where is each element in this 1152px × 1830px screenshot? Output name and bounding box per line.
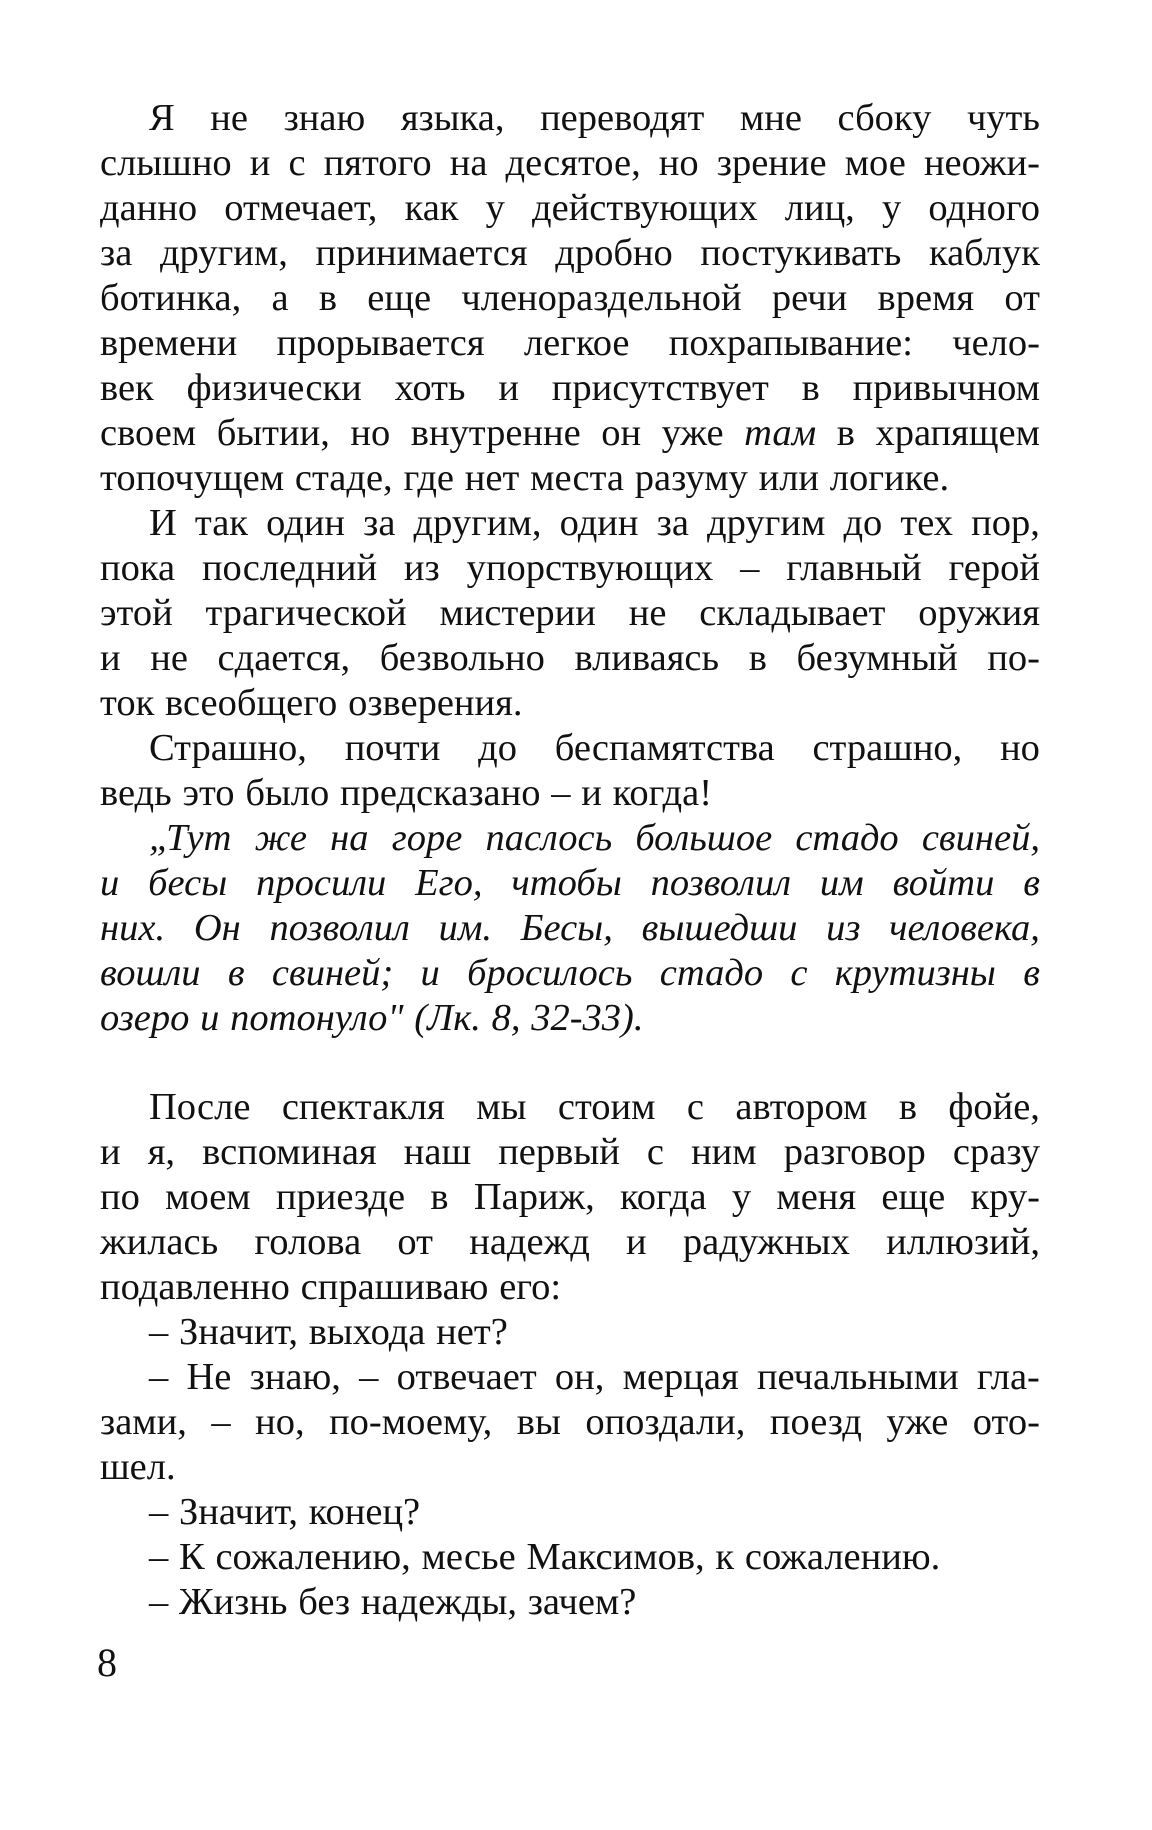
word: озеро	[100, 997, 190, 1039]
word: –	[149, 1491, 169, 1533]
word: сожалению,	[215, 1536, 411, 1578]
word: спрашиваю	[300, 1266, 489, 1308]
word: языка,	[400, 97, 505, 139]
word: от	[1004, 277, 1040, 319]
word: „Тут	[149, 817, 232, 859]
word: еще	[881, 1176, 946, 1218]
text-line	[100, 1220, 1040, 1265]
text-line	[100, 726, 1040, 771]
word: прорывается	[276, 322, 485, 364]
word: трагической	[205, 592, 407, 634]
word: когда	[620, 1176, 707, 1218]
word: вы	[516, 1401, 561, 1443]
word: наш	[403, 1131, 472, 1173]
text-line	[100, 1085, 1040, 1130]
word: от	[397, 1221, 433, 1263]
text-line	[100, 546, 1040, 591]
word: нет	[464, 457, 520, 499]
word: Страшно,	[149, 727, 307, 769]
word: пятого	[323, 142, 432, 184]
word: с	[790, 952, 808, 994]
word: или	[758, 457, 820, 499]
word: один	[559, 502, 639, 544]
word: печальными	[756, 1356, 959, 1398]
word: и	[626, 1221, 647, 1263]
word: –	[149, 1356, 169, 1398]
word: чуть	[966, 97, 1040, 139]
text-line	[100, 321, 1040, 366]
word: Значит,	[179, 1311, 298, 1353]
word: это	[182, 772, 235, 814]
word: другим,	[159, 232, 288, 274]
word: другим,	[413, 502, 542, 544]
word: на	[449, 142, 488, 184]
word: с	[646, 1131, 664, 1173]
word: моем	[165, 1176, 251, 1218]
dialogue-3	[100, 1490, 1040, 1535]
word: Жизнь	[179, 1581, 288, 1623]
word: места	[530, 457, 624, 499]
word: паслось	[485, 817, 613, 859]
word: по-	[987, 637, 1040, 679]
word: отвечает	[396, 1356, 537, 1398]
word: последний	[201, 547, 378, 589]
word: меня	[776, 1176, 857, 1218]
word: уже	[886, 1401, 949, 1443]
word: за	[363, 502, 396, 544]
word: К	[179, 1536, 205, 1578]
word: отмечает,	[224, 187, 378, 229]
word: чтобы	[511, 862, 622, 904]
word: принимается	[315, 232, 528, 274]
word: мне	[739, 97, 802, 139]
word: просили	[256, 862, 387, 904]
word: я,	[147, 1131, 176, 1173]
dialogue-line	[100, 1490, 1040, 1535]
word: присутствует	[551, 367, 769, 409]
word: в	[898, 1086, 917, 1128]
word: у	[881, 187, 902, 229]
word: озверения.	[348, 682, 523, 724]
word: бросилось	[467, 952, 633, 994]
word: знаю	[283, 97, 366, 139]
word: позволил	[650, 862, 791, 904]
word: его:	[499, 1266, 562, 1308]
word: времени	[100, 322, 238, 364]
word: вышедши	[641, 907, 798, 949]
word: с	[686, 1086, 704, 1128]
word: десятое,	[505, 142, 641, 184]
word: мистерии	[439, 592, 596, 634]
word: по-моему,	[329, 1401, 493, 1443]
dialogue-4	[100, 1535, 1040, 1580]
text-line	[100, 771, 1040, 816]
word: Значит,	[179, 1491, 298, 1533]
word: разговор	[783, 1131, 926, 1173]
word: тех	[900, 502, 954, 544]
dialogue-1	[100, 1310, 1040, 1355]
word: и	[420, 952, 440, 994]
word: мое	[844, 142, 906, 184]
word: другим	[707, 502, 826, 544]
word: неожи-	[923, 142, 1040, 184]
page-body	[100, 96, 1040, 1625]
word: и	[249, 142, 271, 184]
word: ток	[100, 682, 155, 724]
word: стадо	[795, 817, 899, 859]
word: но,	[255, 1401, 305, 1443]
word: главный	[786, 547, 922, 589]
word: же	[254, 817, 308, 859]
word: оружия	[918, 592, 1040, 634]
word: конец?	[308, 1491, 421, 1533]
word: из	[826, 907, 861, 949]
word: своем	[100, 412, 197, 454]
word: он	[601, 412, 642, 454]
word: и	[100, 862, 120, 904]
word: за	[656, 502, 689, 544]
word: месье	[421, 1536, 516, 1578]
word: жилась	[100, 1221, 219, 1263]
word: по	[100, 1176, 140, 1218]
word: голова	[254, 1221, 362, 1263]
word: дробно	[555, 232, 673, 274]
word: Не	[186, 1356, 232, 1398]
word: –	[149, 1581, 169, 1623]
word: и	[100, 637, 121, 679]
word: –	[149, 1536, 169, 1578]
dialogue-line	[100, 1400, 1040, 1445]
text-line	[100, 591, 1040, 636]
word: в	[318, 277, 338, 319]
word: После	[149, 1086, 251, 1128]
word: мерцая	[622, 1356, 739, 1398]
word: из	[403, 547, 440, 589]
word: большое	[635, 817, 773, 859]
word: век	[100, 367, 154, 409]
quote-line	[100, 951, 1040, 996]
word: сдается,	[217, 637, 351, 679]
word: бесы	[148, 862, 228, 904]
word: безумный	[796, 637, 958, 679]
word: в	[1023, 862, 1040, 904]
word: но	[350, 412, 391, 454]
word: подавленно	[100, 1266, 290, 1308]
text-line	[100, 1130, 1040, 1175]
word: но	[1000, 727, 1040, 769]
text-line	[100, 231, 1040, 276]
word: зрение	[716, 142, 827, 184]
section-gap	[100, 1041, 1040, 1085]
text-line	[100, 501, 1040, 546]
word: бытии,	[216, 412, 330, 454]
paragraph-1	[100, 96, 1040, 501]
paragraph-3	[100, 726, 1040, 816]
word: сразу	[952, 1131, 1040, 1173]
word: вспоминая	[202, 1131, 377, 1173]
dialogue-2	[100, 1355, 1040, 1490]
word: данно	[100, 187, 198, 229]
word: еще	[367, 277, 432, 319]
word: 8,	[491, 997, 521, 1039]
word	[744, 411, 816, 456]
word: безвольно	[379, 637, 545, 679]
word: логике.	[829, 457, 950, 499]
text-line	[100, 681, 1040, 726]
word: шел.	[100, 1446, 176, 1488]
word: почти	[344, 727, 441, 769]
word: упорствующих	[466, 547, 714, 589]
word: у	[485, 187, 505, 229]
word: сожалению.	[744, 1536, 941, 1578]
italic-emphasis: там	[744, 412, 817, 454]
word: Бесы,	[520, 907, 613, 949]
text-line	[100, 1175, 1040, 1220]
word: за	[100, 232, 133, 274]
word: кру-	[970, 1176, 1040, 1218]
word: топочущем	[100, 457, 285, 499]
word: время	[877, 277, 975, 319]
word: речи	[771, 277, 848, 319]
word: Максимов,	[526, 1536, 705, 1578]
word: Я	[149, 97, 175, 139]
word: потонуло"	[230, 997, 404, 1039]
word: стоим	[557, 1086, 656, 1128]
quote-line	[100, 906, 1040, 951]
word: и	[200, 997, 220, 1039]
word: спектакля	[281, 1086, 445, 1128]
word: переводят	[540, 97, 705, 139]
word: –	[740, 547, 760, 589]
word: позволил	[269, 907, 410, 949]
word: страшно,	[812, 727, 963, 769]
word: предсказано	[340, 772, 541, 814]
word: действующих	[532, 187, 758, 229]
word: и	[498, 367, 519, 409]
quote-line	[100, 861, 1040, 906]
word: крутизны	[834, 952, 996, 994]
dialogue-line	[100, 1355, 1040, 1400]
word: этой	[100, 592, 173, 634]
word: ведь	[100, 772, 172, 814]
word: чело-	[952, 322, 1040, 364]
text-line	[100, 96, 1040, 141]
word: человека,	[889, 907, 1040, 949]
dialogue-line	[100, 1310, 1040, 1355]
word: Он	[193, 907, 241, 949]
word: у	[731, 1176, 752, 1218]
word: хоть	[394, 367, 466, 409]
dialogue-5	[100, 1580, 1040, 1625]
word: внутренне	[410, 412, 581, 454]
word: вошли	[100, 952, 201, 994]
word: легкое	[523, 322, 630, 364]
word: один	[266, 502, 346, 544]
word: похрапывание:	[668, 322, 913, 364]
dialogue-line	[100, 1580, 1040, 1625]
word: уже	[661, 412, 724, 454]
scripture-quote	[100, 816, 1040, 1041]
word: на	[330, 817, 369, 859]
text-line	[100, 186, 1040, 231]
word: физически	[186, 367, 362, 409]
word: ним	[691, 1131, 757, 1173]
word: где	[403, 457, 455, 499]
word: как	[404, 187, 459, 229]
word: им.	[438, 907, 493, 949]
word: членораздельной	[461, 277, 742, 319]
word: мы	[476, 1086, 527, 1128]
quote-line	[100, 996, 1040, 1041]
word: знаю,	[249, 1356, 341, 1398]
text-line	[100, 141, 1040, 186]
word: слышно	[100, 142, 232, 184]
word: было	[245, 772, 330, 814]
word: складывает	[699, 592, 886, 634]
word: стаде,	[294, 457, 393, 499]
word: фойе,	[948, 1086, 1040, 1128]
word: в	[430, 1176, 449, 1218]
text-line	[100, 636, 1040, 681]
word: до	[843, 502, 883, 544]
dialogue-line	[100, 1535, 1040, 1580]
dialogue-line	[100, 1445, 1040, 1490]
word: не	[628, 592, 667, 634]
text-line-with-italic	[100, 411, 1040, 456]
paragraph-2	[100, 501, 1040, 726]
word: но	[658, 142, 699, 184]
word: без	[298, 1581, 351, 1623]
word: них.	[100, 907, 166, 949]
word: так	[194, 502, 248, 544]
text-line	[100, 456, 1040, 501]
word: пор,	[971, 502, 1040, 544]
word: вливаясь	[574, 637, 720, 679]
word: –	[551, 772, 571, 814]
word: и	[100, 1131, 121, 1173]
word: разуму	[634, 457, 748, 499]
text-line	[100, 366, 1040, 411]
word: автором	[735, 1086, 868, 1128]
word: привычном	[852, 367, 1040, 409]
word: Париж,	[473, 1176, 595, 1218]
word: зачем?	[527, 1581, 637, 1623]
word: приезде	[275, 1176, 406, 1218]
word: поезд	[769, 1401, 862, 1443]
word: 32-33).	[531, 997, 644, 1039]
word: опоздали,	[585, 1401, 746, 1443]
word: в	[801, 367, 820, 409]
word: в	[1023, 952, 1040, 994]
word: и	[581, 772, 602, 814]
word: иллюзий,	[886, 1221, 1040, 1263]
word: –	[211, 1401, 231, 1443]
word: герой	[948, 547, 1040, 589]
paragraph-4	[100, 1085, 1040, 1310]
word: не	[210, 97, 248, 139]
word: И	[149, 502, 177, 544]
word: лиц,	[784, 187, 855, 229]
word: он,	[554, 1356, 605, 1398]
word: –	[359, 1356, 379, 1398]
word: радужных	[682, 1221, 850, 1263]
text-line	[100, 1265, 1040, 1310]
word: в	[748, 637, 767, 679]
page-number: 8	[97, 1640, 117, 1685]
word: свиней;	[271, 952, 394, 994]
word: нет?	[436, 1311, 508, 1353]
word: ото-	[972, 1401, 1040, 1443]
word: первый	[498, 1131, 620, 1173]
word: войти	[892, 862, 995, 904]
word: к	[715, 1536, 735, 1578]
word: не	[150, 637, 188, 679]
word: выхода	[308, 1311, 426, 1353]
word: им	[819, 862, 864, 904]
word: ботинка,	[100, 277, 242, 319]
word: в	[227, 952, 245, 994]
word: (Лк.	[414, 997, 481, 1039]
word: постукивать	[700, 232, 902, 274]
word: –	[149, 1311, 169, 1353]
word: сбоку	[837, 97, 932, 139]
word: свиней,	[921, 817, 1040, 859]
word: храпящем	[875, 412, 1040, 454]
word: пока	[100, 547, 176, 589]
word: с	[288, 142, 306, 184]
word: когда!	[612, 772, 713, 814]
word: гла-	[976, 1356, 1040, 1398]
word: одного	[928, 187, 1040, 229]
word: а	[271, 277, 289, 319]
word: стадо	[659, 952, 764, 994]
word: всеобщего	[165, 682, 338, 724]
word: зами,	[100, 1401, 187, 1443]
word: надежды,	[360, 1581, 517, 1623]
word: горе	[391, 817, 463, 859]
word: в	[836, 412, 855, 454]
word: Его,	[415, 862, 483, 904]
quote-line	[100, 816, 1040, 861]
word: до	[478, 727, 517, 769]
word: каблук	[928, 232, 1040, 274]
word: беспамятства	[554, 727, 775, 769]
text-line	[100, 276, 1040, 321]
word: надежд	[469, 1221, 590, 1263]
